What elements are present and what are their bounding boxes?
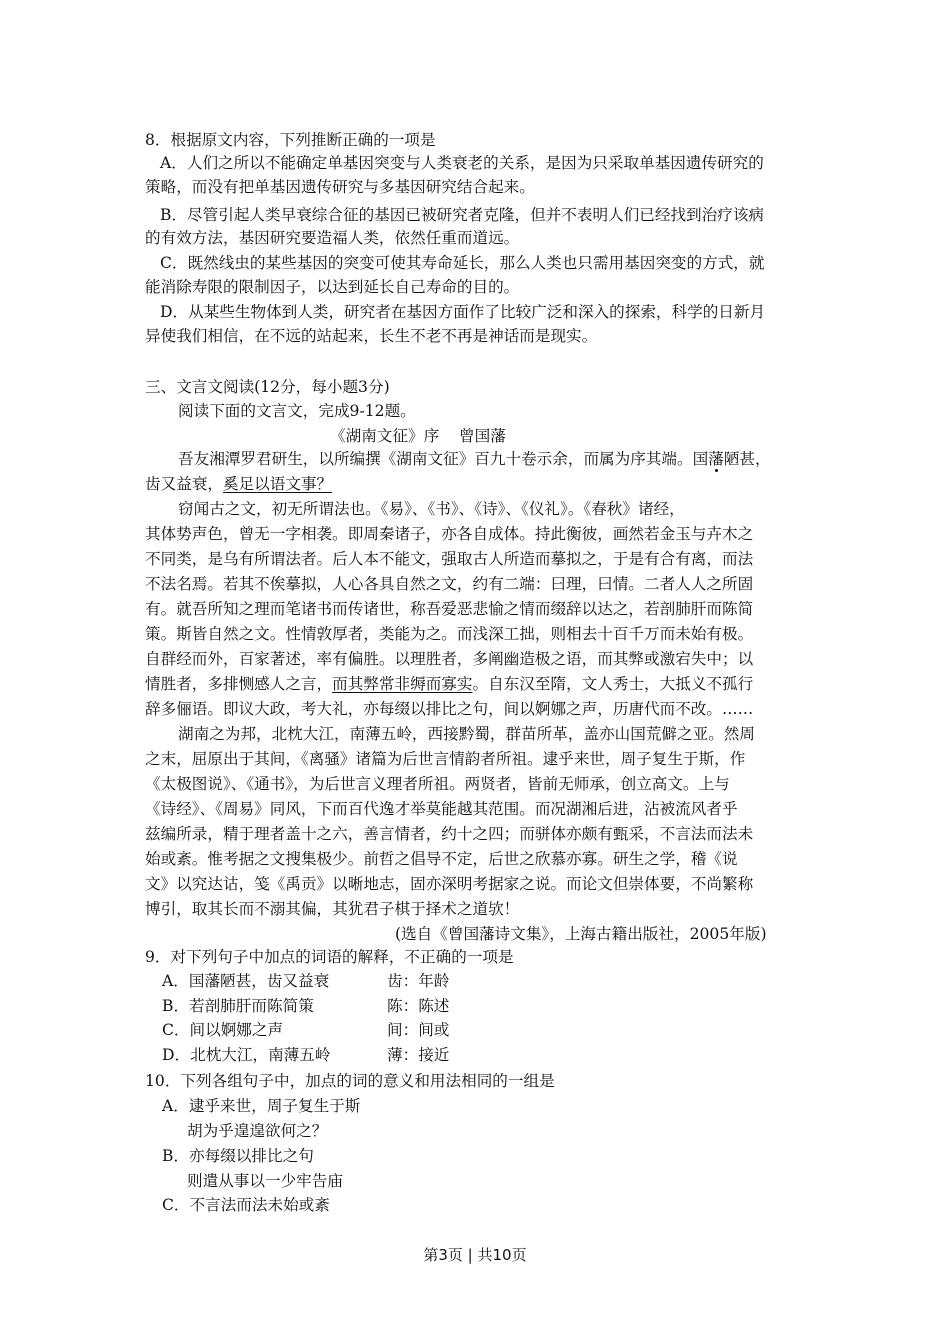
passage-line-8: 策。斯皆自然之文。性情敦厚者，类能为之。而浅深工拙，则相去十百千万而未始有极。 <box>145 625 754 643</box>
passage-line-4: 其体势声色，曾无一字相袭。即周秦诸子，亦各自成体。持此衡彼，画然若金玉与卉木之 <box>145 525 754 543</box>
q9-option-a-gloss: 齿：年龄 <box>387 972 450 990</box>
q10-option-a-line1: A．逮乎来世，周子复生于斯 <box>162 1097 361 1115</box>
underlined-sentence: 而其弊常非缛而寡实 <box>332 675 473 693</box>
q9-stem: 9．对下列句子中加点的词语的解释，不正确的一项是 <box>145 948 514 966</box>
underlined-sentence: 奚足以语文事？ <box>222 475 333 493</box>
passage-author: 曾国藩 <box>459 427 506 445</box>
passage-text: 情胜者，多排恻感人之言， <box>145 675 333 693</box>
q9-option-d-gloss: 薄：接近 <box>387 1046 450 1064</box>
passage-line-9: 自群经而外，百家著述，率有偏胜。以理胜者，多阐幽造极之语，而其弊或激宕失中；以 <box>145 650 754 668</box>
passage-line-10 <box>145 674 753 694</box>
passage-line-16: 兹编所录，精于理者盖十之六，善言情者，约十之四；而骈体亦颇有甄采，不言法而法未 <box>145 825 754 843</box>
passage-line-3: 窃闻古之文，初无所谓法也。《易》、《书》、《诗》、《仪礼》。《春秋》诸经， <box>178 500 685 518</box>
q9-option-a: A．国藩陋甚，齿又益衰 <box>162 972 330 990</box>
q9-option-c: C．间以婀娜之声 <box>162 1021 284 1039</box>
passage-text: 吾友湘潭罗君研生，以所编撰《湖南文征》百九十卷示余，而属为序其端。国 <box>178 450 709 468</box>
section-instruction: 阅读下面的文言文，完成9-12题。 <box>178 402 416 420</box>
q8-option-a-line2: 策略，而没有把单基因遗传研究与多基因研究结合起来。 <box>145 178 535 196</box>
q10-stem: 10．下列各组句子中，加点的词的意义和用法相同的一组是 <box>145 1072 555 1090</box>
passage-line-14: 《太极图说》、《通书》，为后世言义理者所祖。两贤者，皆前无师承，创立高文。上与 <box>145 775 730 793</box>
q8-option-b-line2: 的有效方法，基因研究要造福人类，依然任重而道远。 <box>145 229 520 247</box>
q10-option-b-line1: B．亦每缀以排比之句 <box>162 1147 314 1165</box>
q8-option-b-line1: B．尽管引起人类早衰综合征的基因已被研究者克隆，但并不表明人们已经找到治疗该病 <box>160 206 765 224</box>
passage-source: (选自《曾国藩诗文集》，上海古籍出版社，2005年版) <box>395 925 767 943</box>
passage-title: 《湖南文征》序 <box>330 427 440 445</box>
passage-line-12: 湖南之为邦，北枕大江，南薄五岭，西接黔蜀，群苗所革，盖亦山国荒僻之亚。然周 <box>178 725 755 743</box>
q9-option-c-gloss: 间：间或 <box>387 1021 450 1039</box>
passage-line-15: 《诗经》、《周易》同风，下而百代逸才举莫能越其范围。而况湖湘后进，沾被流风者乎 <box>145 800 738 818</box>
passage-text: 陋甚， <box>723 450 771 468</box>
passage-line-17: 始或紊。惟考据之文搜集极少。前哲之倡导不定，后世之欣慕亦寡。研生之学，稽《说 <box>145 850 738 868</box>
passage-line-19: 博引，取其长而不溺其偏，其犹君子棋于择术之道欤！ <box>145 900 520 918</box>
section-heading: 三、文言文阅读(12分，每小题3分) <box>145 378 390 396</box>
passage-line-5: 不同类，是乌有所谓法者。后人本不能文，强取古人所造而摹拟之，于是有合有离，而法 <box>145 550 754 568</box>
passage-line-18: 文》以究达诂，笺《禹贡》以晰地志，固亦深明考据家之说。而论文但崇体要，不尚繁称 <box>145 875 754 893</box>
passage-text: 。自东汉至隋，文人秀士，大抵义不孤行 <box>472 675 754 693</box>
q10-option-c-line1: C．不言法而法未始或紊 <box>162 1196 330 1214</box>
passage-line-6: 不法名焉。若其不俟摹拟，人心各具自然之文，约有二端：曰理，曰情。二者人人之所固 <box>145 575 754 593</box>
passage-line-2 <box>145 474 332 494</box>
q9-option-b: B．若剖肺肝而陈简策 <box>162 997 314 1015</box>
q8-option-c-line2: 能消除寿限的限制因子，以达到延长自己寿命的目的。 <box>145 278 520 296</box>
q8-option-a-line1: A．人们之所以不能确定单基因突变与人类衰老的关系，是因为只采取单基因遗传研究的 <box>160 154 764 172</box>
passage-line-7: 有。就吾所知之理而笔诸书而传诸世，称吾爱恶悲愉之情而缀辞以达之，若剖肺肝而陈简 <box>145 600 754 618</box>
q8-stem: 8．根据原文内容，下列推断正确的一项是 <box>145 131 436 149</box>
passage-line-1 <box>178 449 771 469</box>
q8-option-d-line2: 异使我们相信，在不远的站起来，长生不老不再是神话而是现实。 <box>145 327 598 345</box>
q9-option-d: D．北枕大江，南薄五岭 <box>162 1046 331 1064</box>
q8-option-c-line1: C．既然线虫的某些基因的突变可使其寿命延长，那么人类也只需用基因突变的方式，就 <box>160 254 765 272</box>
q9-option-b-gloss: 陈：陈述 <box>387 997 450 1015</box>
q8-option-d-line1: D．从某些生物体到人类，研究者在基因方面作了比较广泛和深入的探索，科学的日新月 <box>160 303 766 321</box>
q10-option-a-line2: 胡为乎遑遑欲何之？ <box>187 1122 328 1140</box>
passage-line-11: 辞多俪语。即议大政，考大礼，亦每缀以排比之句，间以婀娜之声，历唐代而不改。…… <box>145 700 754 718</box>
q10-option-b-line2: 则遣从事以一少牢告庙 <box>187 1172 343 1190</box>
passage-text: 齿又益衰， <box>145 475 223 493</box>
dotted-word: 藩 <box>708 450 724 468</box>
passage-line-13: 之末，屈原出于其间，《离骚》诸篇为后世言情韵者所祖。逮乎来世，周子复生于斯，作 <box>145 750 746 768</box>
page-footer: 第3页 | 共10页 <box>423 1246 527 1264</box>
